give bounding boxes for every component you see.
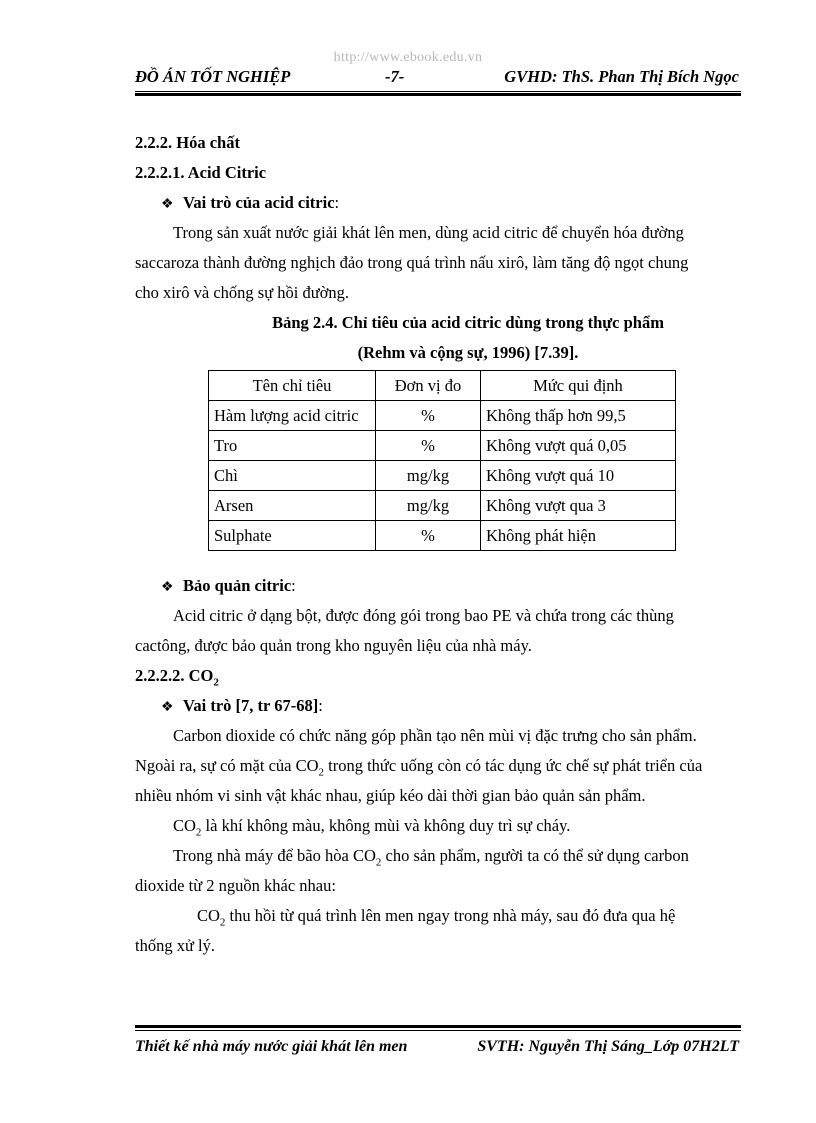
- subsection-heading-co2: [135, 661, 741, 691]
- table-row: [209, 521, 676, 551]
- text-line: cho xirô và chống sự hồi đường.: [135, 283, 350, 302]
- text-line: dioxide từ 2 nguồn khác nhau:: [135, 876, 336, 895]
- header-rule-thin: [135, 91, 741, 92]
- subscript: 2: [195, 826, 202, 839]
- text-run: trong thức uống còn có tác dụng ức chế sự phát triển của: [324, 756, 703, 775]
- bullet-role-citric: [135, 188, 741, 218]
- table-header-row: [209, 371, 676, 401]
- text-line: nhiều nhóm vi sinh vật khác nhau, giúp kéo dài thời gian bảo quản sản phẩm.: [135, 786, 646, 805]
- table-cell: Chì: [209, 461, 376, 491]
- text-run: cho sản phẩm, người ta có thể sử dụng carbon: [381, 846, 689, 865]
- bullet-colon: :: [318, 696, 323, 715]
- table-header-cell: Đơn vị đo: [376, 371, 481, 401]
- table-caption-source: (Rehm và cộng sự, 1996) [7.39].: [357, 343, 579, 362]
- table-caption-title: Bảng 2.4. Chỉ tiêu của acid citric dùng trong thực phẩm: [272, 313, 664, 332]
- text-line: [135, 721, 741, 751]
- section-heading: 2.2.2. Hóa chất: [135, 133, 240, 152]
- header-rule-thick: [135, 93, 741, 96]
- text-run: Carbon dioxide có chức năng góp phần tạo nên mùi vị đặc trưng cho sản phẩm.: [173, 726, 697, 745]
- bullet-label: Bảo quản citric: [183, 576, 292, 595]
- diamond-bullet-icon: ❖: [161, 197, 174, 212]
- text-line: [135, 218, 741, 248]
- bullet-role-co2: [135, 691, 741, 721]
- subscript: 2: [375, 856, 382, 869]
- bullet-colon: :: [291, 576, 296, 595]
- text-run: Acid citric ở dạng bột, được đóng gói trong bao PE và chứa trong các thùng: [173, 606, 674, 625]
- text-run: Ngoài ra, sự có mặt của CO: [135, 756, 319, 775]
- table-cell: mg/kg: [376, 461, 481, 491]
- bullet-colon: :: [334, 193, 340, 212]
- table-header-cell: Tên chỉ tiêu: [209, 371, 376, 401]
- table-cell: Arsen: [209, 491, 376, 521]
- table-row: [209, 401, 676, 431]
- table-header-cell: Mức qui định: [481, 371, 676, 401]
- subsection-heading-citric: 2.2.2.1. Acid Citric: [135, 163, 267, 182]
- table-row: [209, 491, 676, 521]
- header-advisor: GVHD: ThS. Phan Thị Bích Ngọc: [504, 67, 739, 86]
- paragraph-citric-role: [135, 218, 741, 308]
- text-run: Trong sản xuất nước giải khát lên men, dùng acid citric để chuyển hóa đường: [173, 223, 684, 242]
- text-run: CO: [197, 906, 220, 925]
- text-run: Trong nhà máy để bão hòa CO: [173, 846, 376, 865]
- table-cell: Không thấp hơn 99,5: [481, 401, 676, 431]
- subscript: 2: [318, 766, 325, 779]
- header-title: ĐỒ ÁN TỐT NGHIỆP: [135, 67, 291, 86]
- footer-rule-thick: [135, 1025, 741, 1028]
- table-row: [209, 461, 676, 491]
- watermark: http://www.ebook.edu.vn: [333, 50, 483, 65]
- text-line: [135, 601, 741, 631]
- footer-project-title: Thiết kế nhà máy nước giải khát lên men: [135, 1038, 408, 1055]
- page-header: [135, 67, 741, 89]
- table-cell: Tro: [209, 431, 376, 461]
- text-line: cactông, được bảo quản trong kho nguyên liệu của nhà máy.: [135, 636, 532, 655]
- bullet-label: Vai trò của acid citric: [183, 193, 335, 212]
- diamond-bullet-icon: ❖: [161, 580, 174, 595]
- text-line: thống xử lý.: [135, 936, 215, 955]
- footer-student: SVTH: Nguyễn Thị Sáng_Lớp 07H2LT: [477, 1038, 739, 1055]
- bullet-storage-citric: [135, 571, 741, 601]
- text-run: CO: [173, 816, 196, 835]
- table-cell: Không vượt quá 10: [481, 461, 676, 491]
- heading-text: 2.2.2.2. CO: [135, 666, 214, 685]
- text-line: [135, 901, 741, 931]
- table-cell: Sulphate: [209, 521, 376, 551]
- text-run: là khí không màu, không mùi và không duy trì sự cháy.: [201, 816, 571, 835]
- table-cell: %: [376, 521, 481, 551]
- table-cell: Hàm lượng acid citric: [209, 401, 376, 431]
- text-line: [135, 751, 741, 781]
- paragraph-co2-role: [135, 721, 741, 961]
- bullet-label: Vai trò [7, tr 67-68]: [183, 696, 319, 715]
- table-cell: mg/kg: [376, 491, 481, 521]
- footer-rule-thin: [135, 1030, 741, 1031]
- table-cell: Không vượt qua 3: [481, 491, 676, 521]
- table-cell: Không phát hiện: [481, 521, 676, 551]
- table-cell: %: [376, 401, 481, 431]
- text-line: [135, 811, 741, 841]
- text-line: [135, 841, 741, 871]
- subscript: 2: [219, 916, 226, 929]
- subscript: 2: [213, 676, 219, 689]
- paragraph-citric-storage: [135, 601, 741, 661]
- citric-spec-table: [208, 370, 676, 551]
- table-row: [209, 431, 676, 461]
- page-number: -7-: [385, 67, 405, 86]
- page-content: [135, 128, 741, 961]
- table-cell: Không vượt quá 0,05: [481, 431, 676, 461]
- diamond-bullet-icon: ❖: [161, 700, 174, 715]
- text-line: saccaroza thành đường nghịch đảo trong quá trình nấu xirô, làm tăng độ ngọt chung: [135, 253, 689, 272]
- table-cell: %: [376, 431, 481, 461]
- text-run: thu hồi từ quá trình lên men ngay trong nhà máy, sau đó đưa qua hệ: [225, 906, 676, 925]
